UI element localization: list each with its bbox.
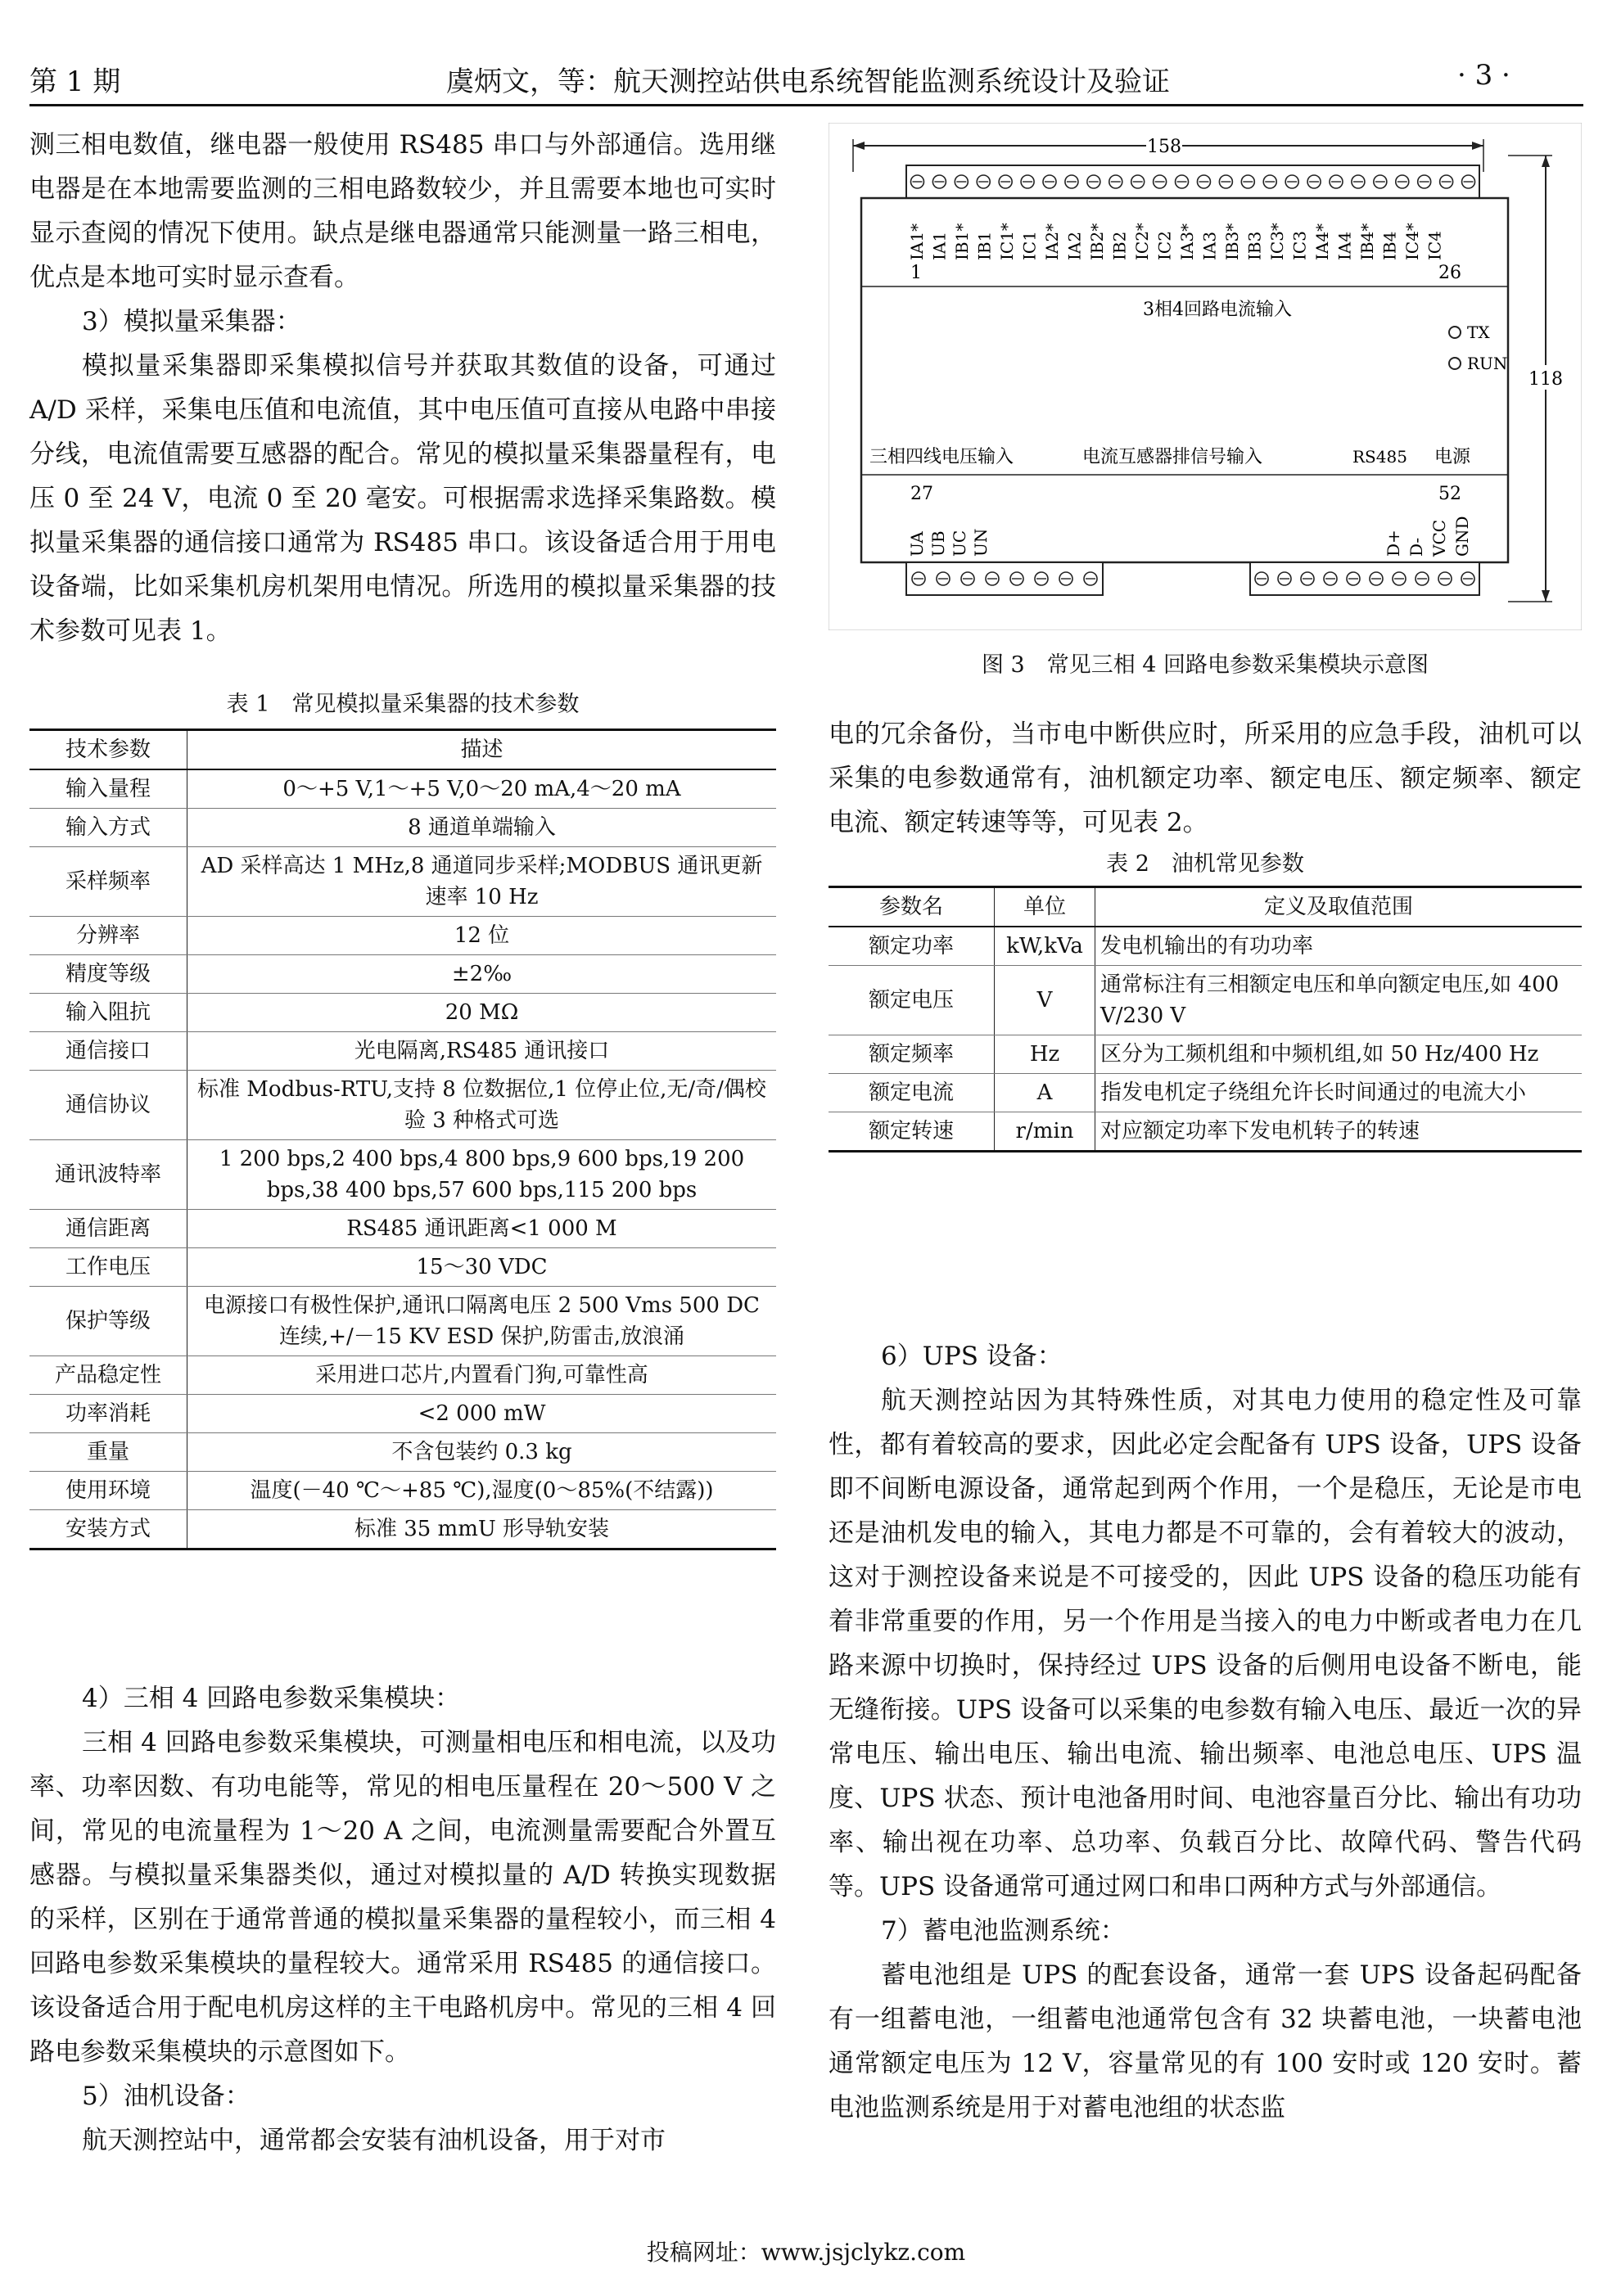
top-pin-label: IB2 — [1109, 231, 1130, 260]
pin-first-bottom: 27 — [910, 484, 933, 504]
top-pin-label: IC1* — [997, 223, 1017, 260]
run-led-label: RUN — [1467, 354, 1508, 373]
table-cell: 温度(－40 ℃～+85 ℃),湿度(0～85%(不结露)) — [187, 1472, 777, 1510]
table-row — [829, 1112, 1582, 1152]
table-cell: 输入阻抗 — [29, 994, 187, 1032]
table-header-cell: 单位 — [995, 887, 1095, 927]
left-column-bottom — [29, 1676, 776, 2163]
top-pin-label: IA2 — [1064, 231, 1085, 260]
section-heading-7: 7）蓄电池监测系统： — [881, 1916, 1126, 1946]
bottom-pin-label: UC — [950, 530, 969, 557]
table-header-cell: 定义及取值范围 — [1095, 887, 1583, 927]
top-pin-label: IB4 — [1379, 231, 1400, 260]
bottom-pin-label: UB — [928, 530, 948, 557]
table1 — [29, 728, 776, 1550]
table-cell: 指发电机定子绕组允许长时间通过的电流大小 — [1095, 1074, 1583, 1112]
top-pin-label: IA4 — [1334, 231, 1355, 260]
table-cell: 不含包装约 0.3 kg — [187, 1433, 777, 1472]
table-cell: 精度等级 — [29, 955, 187, 994]
top-pin-label: IC2* — [1132, 223, 1152, 260]
table-row — [29, 769, 776, 809]
table-cell: 产品稳定性 — [29, 1356, 187, 1395]
table-row — [29, 1210, 776, 1248]
bottom-pin-label: D+ — [1384, 530, 1403, 557]
table-header-cell: 描述 — [187, 730, 777, 770]
top-pin-label: IA1 — [929, 231, 950, 260]
table-cell: AD 采样高达 1 MHz,8 通道同步采样;MODBUS 通讯更新速率 10 Hz — [187, 847, 777, 917]
pin-first-top: 1 — [910, 263, 922, 283]
top-pin-label: IA3* — [1177, 223, 1197, 260]
header-rule — [29, 104, 1583, 106]
table-row — [829, 927, 1582, 966]
top-pin-label: IA3 — [1199, 231, 1220, 260]
top-pin-label: IB3* — [1222, 223, 1242, 260]
table-row — [29, 1395, 776, 1433]
table-row — [29, 1071, 776, 1140]
table-cell: 额定频率 — [829, 1035, 995, 1074]
top-pin-label: IB1 — [974, 231, 995, 260]
table-cell: 发电机输出的有功功率 — [1095, 927, 1583, 966]
table-cell: 通信接口 — [29, 1032, 187, 1071]
width-label: 158 — [1147, 137, 1181, 157]
table-row — [29, 917, 776, 955]
table-cell: 采样频率 — [29, 847, 187, 917]
top-terminal-block — [906, 165, 1479, 198]
table-cell: 0～+5 V,1～+5 V,0～20 mA,4～20 mA — [187, 769, 777, 809]
table-cell: 20 MΩ — [187, 994, 777, 1032]
label-ct-input: 电流互感器排信号输入 — [1082, 447, 1263, 467]
top-pin-label: IB1* — [952, 223, 972, 260]
table-cell: Hz — [995, 1035, 1095, 1074]
table-header-row — [829, 887, 1582, 927]
table-cell: RS485 通讯距离<1 000 M — [187, 1210, 777, 1248]
table-cell: 分辨率 — [29, 917, 187, 955]
table-row — [29, 1433, 776, 1472]
top-pin-label: IC3* — [1267, 223, 1287, 260]
footer-submission-url: 投稿网址：www.jsjclykz.com — [646, 2239, 966, 2266]
table-header-row — [29, 730, 776, 770]
paragraph: 模拟量采集器即采集模拟信号并获取其数值的设备，可通过 A/D 采样，采集电压值和电流值，其中电压值可直接从电路中串接分线，电流值需要互感器的配合。常见的模拟量采集器量程有，电压 0 至 24 V，电流 0 至 20 毫安。可根据需求选择采集路数。模拟量采集器的通信接口通常为 RS485 串口。该设备适合用于用电设备端，比如采集机房机架用电情况。所选用的模拟量采集器的技术参数可见表 1。 — [29, 351, 776, 646]
table-cell: 电源接口有极性保护,通讯口隔离电压 2 500 Vms 500 DC 连续,+/－15 KV ESD 保护,防雷击,放浪涌 — [187, 1287, 777, 1356]
table-cell: <2 000 mW — [187, 1395, 777, 1433]
paragraph: 测三相电数值，继电器一般使用 RS485 串口与外部通信。选用继电器是在本地需要监测的三相电路数较少，并且需要本地也可实时显示查阅的情况下使用。缺点是继电器通常只能测量一路三相电，优点是本地可实时显示查看。 — [29, 130, 776, 292]
table-cell: 使用环境 — [29, 1472, 187, 1510]
table2 — [829, 886, 1582, 1153]
top-pin-label: IA2* — [1042, 223, 1062, 260]
bottom-pin-label: VCC — [1429, 519, 1449, 557]
table-header-cell: 技术参数 — [29, 730, 187, 770]
table-cell: 额定电流 — [829, 1074, 995, 1112]
table-row — [29, 994, 776, 1032]
table-cell: 8 通道单端输入 — [187, 809, 777, 847]
table1-caption: 表 1 常见模拟量采集器的技术参数 — [226, 692, 580, 717]
table-row — [29, 1248, 776, 1287]
table-cell: 通讯波特率 — [29, 1140, 187, 1210]
table-row — [29, 1356, 776, 1395]
table-cell: 标准 35 mmU 形导轨安装 — [187, 1510, 777, 1549]
section-heading-5: 5）油机设备： — [82, 2082, 251, 2111]
table-cell: 工作电压 — [29, 1248, 187, 1287]
table-cell: 对应额定功率下发电机转子的转速 — [1095, 1112, 1583, 1152]
paragraph: 蓄电池组是 UPS 的配套设备，通常一套 UPS 设备起码配备有一组蓄电池，一组蓄电池通常包含有 32 块蓄电池，一块蓄电池通常额定电压为 12 V，容量常见的有 100 安时或 120 安时。蓄电池监测系统是用于对蓄电池组的状态监 — [829, 1960, 1582, 2122]
table-cell: A — [995, 1074, 1095, 1112]
top-pin-label: IC1 — [1019, 231, 1040, 260]
module-title: 3相4回路电流输入 — [1143, 300, 1292, 320]
arrow-down-icon — [1542, 590, 1550, 602]
table-cell: 区分为工频机组和中频机组,如 50 Hz/400 Hz — [1095, 1035, 1583, 1074]
table-row — [829, 1035, 1582, 1074]
table-cell: 输入量程 — [29, 769, 187, 809]
top-pin-label: IC3 — [1289, 231, 1310, 260]
table-row — [829, 966, 1582, 1035]
header-journal-issue: 第 1 期 — [29, 65, 121, 98]
figure3-caption: 图 3 常见三相 4 回路电参数采集模块示意图 — [981, 652, 1429, 678]
table-row — [29, 955, 776, 994]
paragraph: 航天测控站因为其特殊性质，对其电力使用的稳定性及可靠性，都有着较高的要求，因此必定会配备有 UPS 设备，UPS 设备即不间断电源设备，通常起到两个作用，一个是稳压，无论是市电还是油机发电的输入，其电力都是不可靠的，会有着较大的波动，这对于测控设备来说是不可接受的，因此 UPS 设备的稳压功能有着非常重要的作用，另一个作用是当接入的电力中断或者电力在几路来源中切换时，保持经过 UPS 设备的后侧用电设备不断电，能无缝衔接。UPS 设备可以采集的电参数有输入电压、最近一次的异常电压、输出电压、输出电流、输出频率、电池总电压、UPS 温度、UPS 状态、预计电池备用时间、电池容量百分比、输出有功功率、输出视在功率、总功率、负载百分比、故障代码、警告代码等。UPS 设备通常可通过网口和串口两种方式与外部通信。 — [829, 1386, 1582, 1901]
table-cell: V — [995, 966, 1095, 1035]
table-cell: 通信距离 — [29, 1210, 187, 1248]
bottom-left-terminal-block — [906, 562, 1103, 595]
label-voltage-input: 三相四线电压输入 — [869, 447, 1014, 467]
bottom-pin-label: D- — [1407, 537, 1426, 557]
top-pin-label: IC4* — [1402, 223, 1422, 260]
arrow-up-icon — [1542, 156, 1550, 167]
right-column-lower — [829, 1334, 1582, 2130]
paragraph: 三相 4 回路电参数采集模块，可测量相电压和相电流，以及功率、功率因数、有功电能等，常见的相电压量程在 20～500 V 之间，常见的电流量程为 1～20 A 之间，电流测量需要配合外置互感器。与模拟量采集器类似，通过对模拟量的 A/D 转换实现数据的采样，区别在于通常普通的模拟量采集器的量程较小，而三相 4 回路电参数采集模块的量程较大。通常采用 RS485 的通信接口。该设备适合用于配电机房这样的主干电路机房中。常见的三相 4 回路电参数采集模块的示意图如下。 — [29, 1728, 776, 2067]
figure3 — [829, 123, 1582, 630]
arrow-left-icon — [853, 142, 865, 150]
table-cell: 输入方式 — [29, 809, 187, 847]
paragraph: 航天测控站中，通常都会安装有油机设备，用于对市 — [82, 2126, 666, 2155]
table-cell: 安装方式 — [29, 1510, 187, 1549]
table-row — [29, 1510, 776, 1549]
top-pin-label: IA1* — [907, 223, 927, 260]
table-cell: r/min — [995, 1112, 1095, 1152]
top-pin-label: IC2 — [1154, 231, 1175, 260]
table-cell: 15～30 VDC — [187, 1248, 777, 1287]
table-cell: 功率消耗 — [29, 1395, 187, 1433]
bottom-pin-label: UA — [907, 531, 927, 557]
table-cell: 重量 — [29, 1433, 187, 1472]
table2-caption: 表 2 油机常见参数 — [1106, 851, 1304, 877]
arrow-right-icon — [1472, 142, 1483, 150]
header-page-number: · 3 · — [1457, 59, 1510, 92]
figure3-diagram — [829, 123, 1582, 630]
top-pin-label: IC4 — [1425, 231, 1445, 260]
label-rs485: RS485 — [1352, 447, 1407, 467]
right-column-upper — [829, 712, 1582, 845]
section-heading-3: 3）模拟量采集器： — [82, 307, 301, 336]
pin-last-top: 26 — [1438, 263, 1461, 283]
table-cell: 额定电压 — [829, 966, 995, 1035]
table-cell: 通常标注有三相额定电压和单向额定电压,如 400 V/230 V — [1095, 966, 1583, 1035]
header-running-title: 虞炳文，等：航天测控站供电系统智能监测系统设计及验证 — [446, 65, 1170, 98]
table-cell: 通信协议 — [29, 1071, 187, 1140]
tx-led-label: TX — [1467, 323, 1490, 342]
table-row — [29, 809, 776, 847]
table-cell: 额定转速 — [829, 1112, 995, 1152]
bottom-pin-label: UN — [971, 528, 991, 557]
top-pin-label: IB3 — [1244, 231, 1265, 260]
table-row — [29, 1287, 776, 1356]
table-cell: 光电隔离,RS485 通讯接口 — [187, 1032, 777, 1071]
table-cell: 1 200 bps,2 400 bps,4 800 bps,9 600 bps,19 200 bps,38 400 bps,57 600 bps,115 200 bps — [187, 1140, 777, 1210]
table-cell: ±2‰ — [187, 955, 777, 994]
table-cell: 12 位 — [187, 917, 777, 955]
table-row — [29, 1032, 776, 1071]
table-cell: 采用进口芯片,内置看门狗,可靠性高 — [187, 1356, 777, 1395]
table-cell: 标准 Modbus-RTU,支持 8 位数据位,1 位停止位,无/奇/偶校验 3 种格式可选 — [187, 1071, 777, 1140]
top-pin-label: IB4* — [1357, 223, 1377, 260]
section-heading-6: 6）UPS 设备： — [881, 1342, 1063, 1371]
table-row — [29, 1472, 776, 1510]
table-cell: 保护等级 — [29, 1287, 187, 1356]
bottom-pin-label: GND — [1452, 516, 1472, 557]
top-pin-label: IB2* — [1087, 223, 1107, 260]
table-row — [29, 1140, 776, 1210]
table-cell: kW,kVa — [995, 927, 1095, 966]
table-cell: 额定功率 — [829, 927, 995, 966]
label-power: 电源 — [1434, 447, 1471, 467]
table-row — [829, 1074, 1582, 1112]
section-heading-4: 4）三相 4 回路电参数采集模块： — [82, 1684, 461, 1713]
paragraph: 电的冗余备份，当市电中断供应时，所采用的应急手段，油机可以采集的电参数通常有，油机额定功率、额定电压、额定频率、额定电流、额定转速等等，可见表 2。 — [829, 719, 1582, 837]
table-row — [29, 847, 776, 917]
pin-last-bottom: 52 — [1438, 484, 1461, 504]
top-pin-label: IA4* — [1312, 223, 1332, 260]
table-header-cell: 参数名 — [829, 887, 995, 927]
height-label: 118 — [1528, 369, 1563, 390]
left-column-top — [29, 123, 776, 653]
